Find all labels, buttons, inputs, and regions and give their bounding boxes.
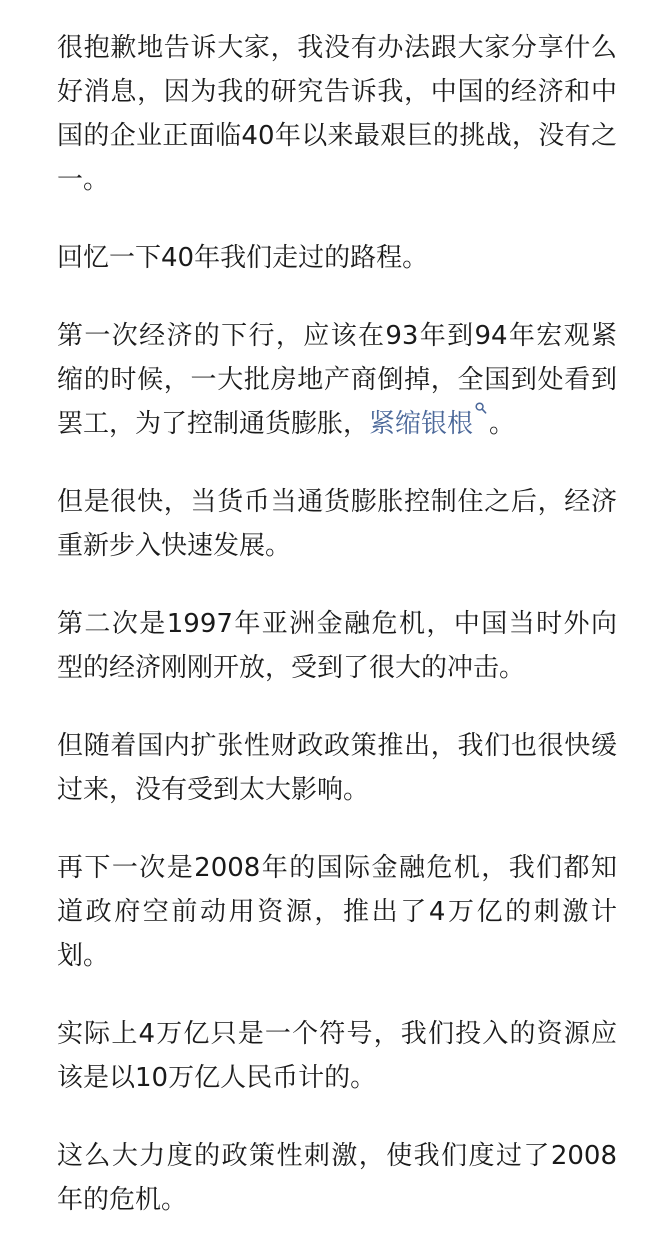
paragraph-3: [57, 314, 617, 446]
paragraph-3-text: 第一次经济的下行，应该在93年到94年宏观紧缩的时候，一大批房地产商倒掉，全国到处看到罢工，为了控制通货膨胀，: [57, 321, 617, 439]
paragraph-3-end: 。: [489, 409, 516, 439]
paragraph-7: 再下一次是2008年的国际金融危机，我们都知道政府空前动用资源，推出了4万亿的刺激计划。: [57, 853, 617, 971]
search-icon[interactable]: [475, 408, 487, 422]
paragraph-4: 但是很快，当货币当通货膨胀控制住之后，经济重新步入快速发展。: [57, 487, 617, 561]
paragraph-2: 回忆一下40年我们走过的路程。: [57, 243, 429, 273]
paragraph-9: 这么大力度的政策性刺激，使我们度过了2008年的危机。: [57, 1141, 617, 1215]
keyword-link-jinsuo-yingen[interactable]: 紧缩银根: [369, 409, 474, 439]
paragraph-5: 第二次是1997年亚洲金融危机，中国当时外向型的经济刚刚开放，受到了很大的冲击。: [57, 609, 617, 683]
paragraph-6: 但随着国内扩张性财政政策推出，我们也很快缓过来，没有受到太大影响。: [57, 731, 617, 805]
article-body: [57, 26, 617, 1256]
paragraph-8: 实际上4万亿只是一个符号，我们投入的资源应该是以10万亿人民币计的。: [57, 1019, 617, 1093]
paragraph-1: 很抱歉地告诉大家，我没有办法跟大家分享什么好消息，因为我的研究告诉我，中国的经济和中国的企业正面临40年以来最艰巨的挑战，没有之一。: [57, 33, 617, 195]
